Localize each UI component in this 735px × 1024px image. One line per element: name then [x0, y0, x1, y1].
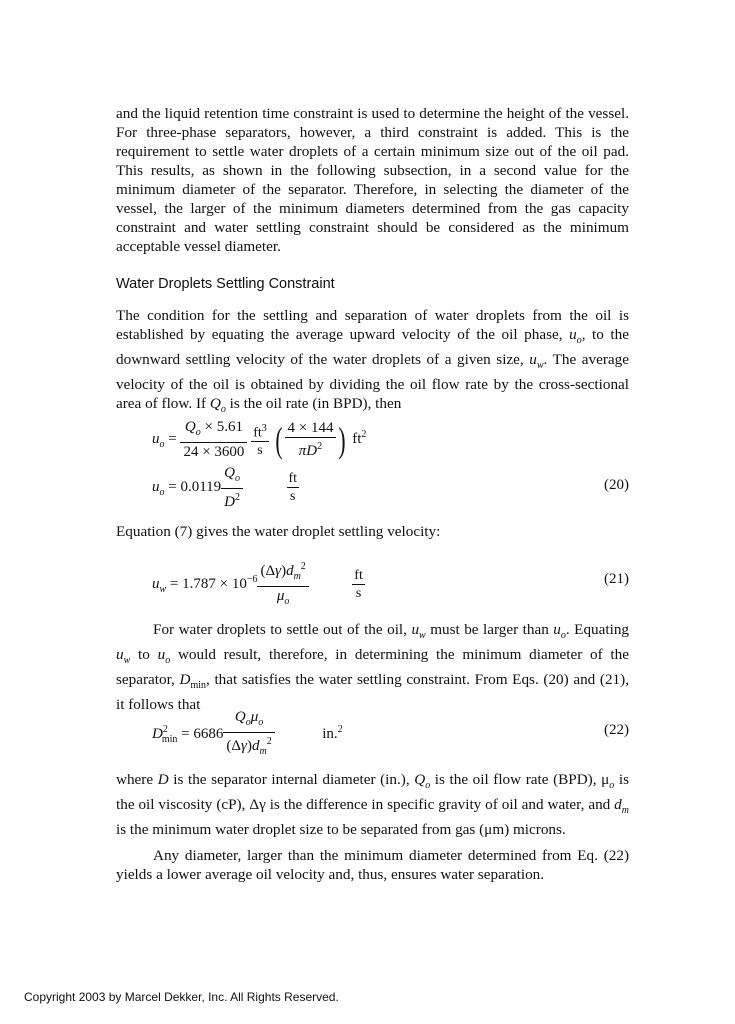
equation-uo-full: $u_o$ = $\frac{Q_o \times 5.61}{24 \times 3600}$ $\frac{ft^3}{s}$ ( $\frac{4 \times 144}{\pi D^2}$ ) $ft^2$ — [152, 419, 367, 460]
section-heading: Water Droplets Settling Constraint — [116, 276, 335, 292]
equation-21: $u_w = 1.787 \times 10^{-6}$ $\frac{(\Delta\gamma)d_m^2}{\mu_o}$ $\frac{ft}{s}$ — [152, 558, 365, 611]
intro-paragraph: and the liquid retention time constraint is used to determine the height of the vessel. For three-phase separators, however, a third constraint is added. This is the requirement to settle water droplets of a certain minimum size out of the oil pad. This results, as shown in the following subsection, in a second value for the minimum diameter of the separator. Therefore, in selecting the diameter of the vessel, the larger of the minimum diameters determined from the gas capacity constraint and water settling constraint should be considered as the minimum acceptable vessel diameter. — [116, 105, 629, 255]
equation-21-number: (21) — [604, 571, 629, 587]
equation7-text: Equation (7) gives the water droplet settling velocity: — [116, 523, 441, 540]
copyright-footer: Copyright 2003 by Marcel Dekker, Inc. All Rights Reserved. — [24, 990, 339, 1004]
equation-22: $D^2_{min} = 6686$ $\frac{Q_o\mu_o}{(\Delta\gamma)d_m^2}$ in.$^2$ — [152, 709, 343, 757]
any-diameter-paragraph: Any diameter, larger than the minimum diameter determined from Eq. (22) yields a lower average oil velocity and, thus, ensures water separation. — [116, 847, 629, 883]
equation-20-number: (20) — [604, 477, 629, 493]
where-paragraph: where D is the separator internal diameter (in.), $Q_o$ is the oil flow rate (BPD), $\mu_o$ is the oil viscosity (cP), Δγ is the difference in specific gravity of oil and water, and $d_m$ is the minimum water droplet size to be separated from gas (μm) microns. — [116, 771, 629, 839]
equation-20: $u_o = 0.0119$ $\frac{Q_o}{D^2}$ $\frac{ft}{s}$ — [152, 465, 298, 510]
equation-22-number: (22) — [604, 722, 629, 738]
settling-paragraph: For water droplets to settle out of the oil, $u_w$ must be larger than $u_o$. Equating $u_w$ to $u_o$ would result, therefore, in determining the minimum diameter of the separator, $D_{min}$, that satisfies the water settling constraint. From Eqs. (20) and (21), it follows that — [116, 621, 630, 714]
condition-paragraph: The condition for the settling and separation of water droplets from the oil is established by equating the average upward velocity of the oil phase, $u_o$, to the downward settling velocity of the water droplets of a given size, $u_w$. The average velocity of the oil is obtained by dividing the oil flow rate by the cross-sectional area of flow. If $Q_o$ is the oil rate (in BPD), then — [116, 307, 630, 416]
